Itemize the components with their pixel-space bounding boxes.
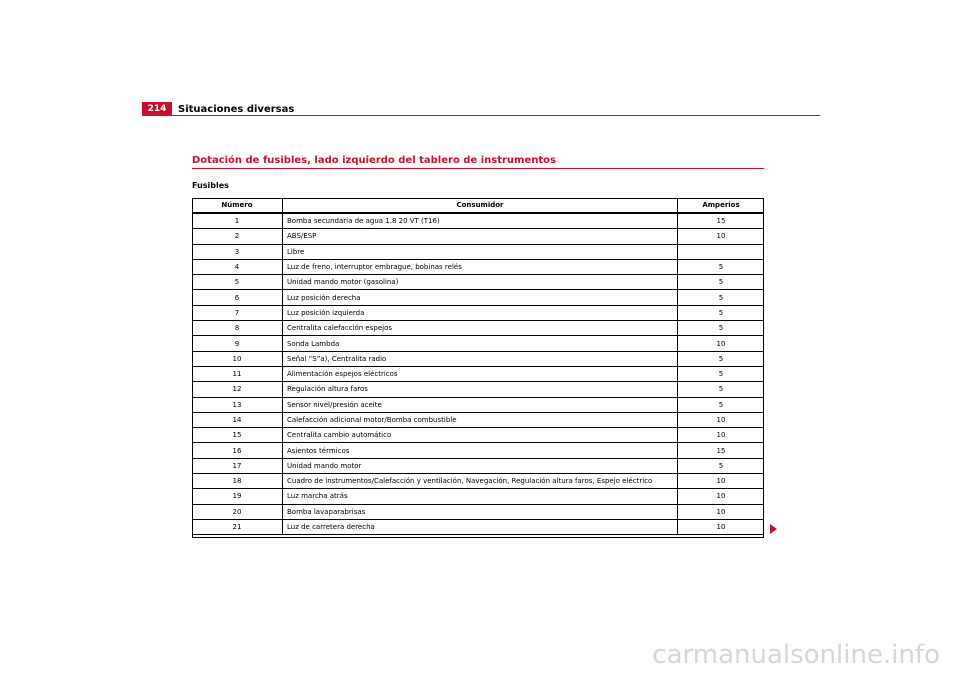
cell-number: 16 (192, 443, 283, 458)
cell-consumer: Luz marcha atrás (283, 489, 678, 504)
fuse-table (192, 198, 764, 535)
cell-amps: 10 (678, 519, 765, 534)
table-row (192, 458, 764, 473)
cell-number: 12 (192, 382, 283, 397)
cell-number: 14 (192, 412, 283, 427)
cell-number: 19 (192, 489, 283, 504)
cell-consumer: Libre (283, 244, 678, 259)
cell-consumer: Luz de carretera derecha (283, 519, 678, 534)
cell-consumer: ABS/ESP (283, 229, 678, 244)
cell-consumer: Bomba lavaparabrisas (283, 504, 678, 519)
cell-consumer: Centralita calefacción espejos (283, 321, 678, 336)
table-row (192, 382, 764, 397)
cell-number: 15 (192, 428, 283, 443)
table-body (192, 213, 764, 535)
cell-amps: 5 (678, 259, 765, 274)
table-row (192, 366, 764, 381)
table-row (192, 290, 764, 305)
table-row (192, 443, 764, 458)
cell-consumer: Bomba secundaria de agua 1.8 20 VT (T16) (283, 213, 678, 229)
table-subtitle: Fusibles (192, 181, 229, 190)
cell-amps: 10 (678, 489, 765, 504)
cell-consumer: Luz de freno, interruptor embrague, bobinas relés (283, 259, 678, 274)
cell-number: 18 (192, 474, 283, 489)
cell-amps: 10 (678, 412, 765, 427)
cell-consumer: Luz posición izquierda (283, 305, 678, 320)
cell-consumer: Regulación altura faros (283, 382, 678, 397)
cell-consumer: Centralita cambio automático (283, 428, 678, 443)
table-row (192, 305, 764, 320)
table-row (192, 504, 764, 519)
cell-amps: 5 (678, 321, 765, 336)
cell-number: 7 (192, 305, 283, 320)
cell-number: 2 (192, 229, 283, 244)
cell-number: 6 (192, 290, 283, 305)
cell-amps: 5 (678, 382, 765, 397)
cell-number: 13 (192, 397, 283, 412)
cell-amps: 5 (678, 275, 765, 290)
cell-consumer: Asientos térmicos (283, 443, 678, 458)
cell-consumer: Sonda Lambda (283, 336, 678, 351)
cell-number: 11 (192, 366, 283, 381)
cell-amps: 10 (678, 504, 765, 519)
cell-amps: 5 (678, 351, 765, 366)
cell-amps: 10 (678, 428, 765, 443)
table-row (192, 351, 764, 366)
cell-amps: 5 (678, 397, 765, 412)
cell-consumer: Cuadro de instrumentos/Calefacción y ventilación, Navegación, Regulación altura faros, Espejo eléctrico (283, 474, 678, 489)
cell-consumer: Señal “S”a), Centralita radio (283, 351, 678, 366)
cell-number: 21 (192, 519, 283, 534)
table-row (192, 275, 764, 290)
cell-consumer: Alimentación espejos eléctricos (283, 366, 678, 381)
cell-number: 4 (192, 259, 283, 274)
table-row (192, 428, 764, 443)
table-row (192, 397, 764, 412)
table-row (192, 244, 764, 259)
cell-amps: 10 (678, 229, 765, 244)
page-title: Dotación de fusibles, lado izquierdo del tablero de instrumentos (192, 155, 556, 166)
header-amps: Amperios (678, 198, 765, 213)
cell-number: 3 (192, 244, 283, 259)
cell-number: 17 (192, 458, 283, 473)
cell-number: 20 (192, 504, 283, 519)
cell-number: 8 (192, 321, 283, 336)
cell-amps (678, 244, 765, 259)
table-row (192, 229, 764, 244)
watermark: carmanualsonline.info (652, 640, 940, 670)
table-row (192, 412, 764, 427)
cell-number: 10 (192, 351, 283, 366)
page-number: 214 (142, 102, 172, 116)
cell-amps: 10 (678, 336, 765, 351)
header-number: Número (192, 198, 283, 213)
section-title: Situaciones diversas (178, 104, 295, 115)
cell-number: 1 (192, 213, 283, 229)
title-divider (192, 168, 764, 169)
table-row (192, 489, 764, 504)
cell-amps: 5 (678, 366, 765, 381)
table-header-row (192, 198, 764, 213)
next-page-arrow-icon (770, 524, 777, 534)
table-row (192, 213, 764, 229)
cell-amps: 5 (678, 305, 765, 320)
table-row (192, 474, 764, 489)
cell-consumer: Unidad mando motor (283, 458, 678, 473)
cell-amps: 5 (678, 290, 765, 305)
cell-amps: 15 (678, 443, 765, 458)
header-consumer: Consumidor (283, 198, 678, 213)
cell-consumer: Sensor nivel/presión aceite (283, 397, 678, 412)
header-divider (142, 115, 820, 116)
table-row (192, 336, 764, 351)
table-row (192, 519, 764, 534)
cell-amps: 10 (678, 474, 765, 489)
cell-number: 5 (192, 275, 283, 290)
cell-consumer: Calefacción adicional motor/Bomba combustible (283, 412, 678, 427)
cell-amps: 15 (678, 213, 765, 229)
cell-number: 9 (192, 336, 283, 351)
cell-consumer: Luz posición derecha (283, 290, 678, 305)
cell-consumer: Unidad mando motor (gasolina) (283, 275, 678, 290)
table-row (192, 321, 764, 336)
table-row (192, 259, 764, 274)
cell-amps: 5 (678, 458, 765, 473)
